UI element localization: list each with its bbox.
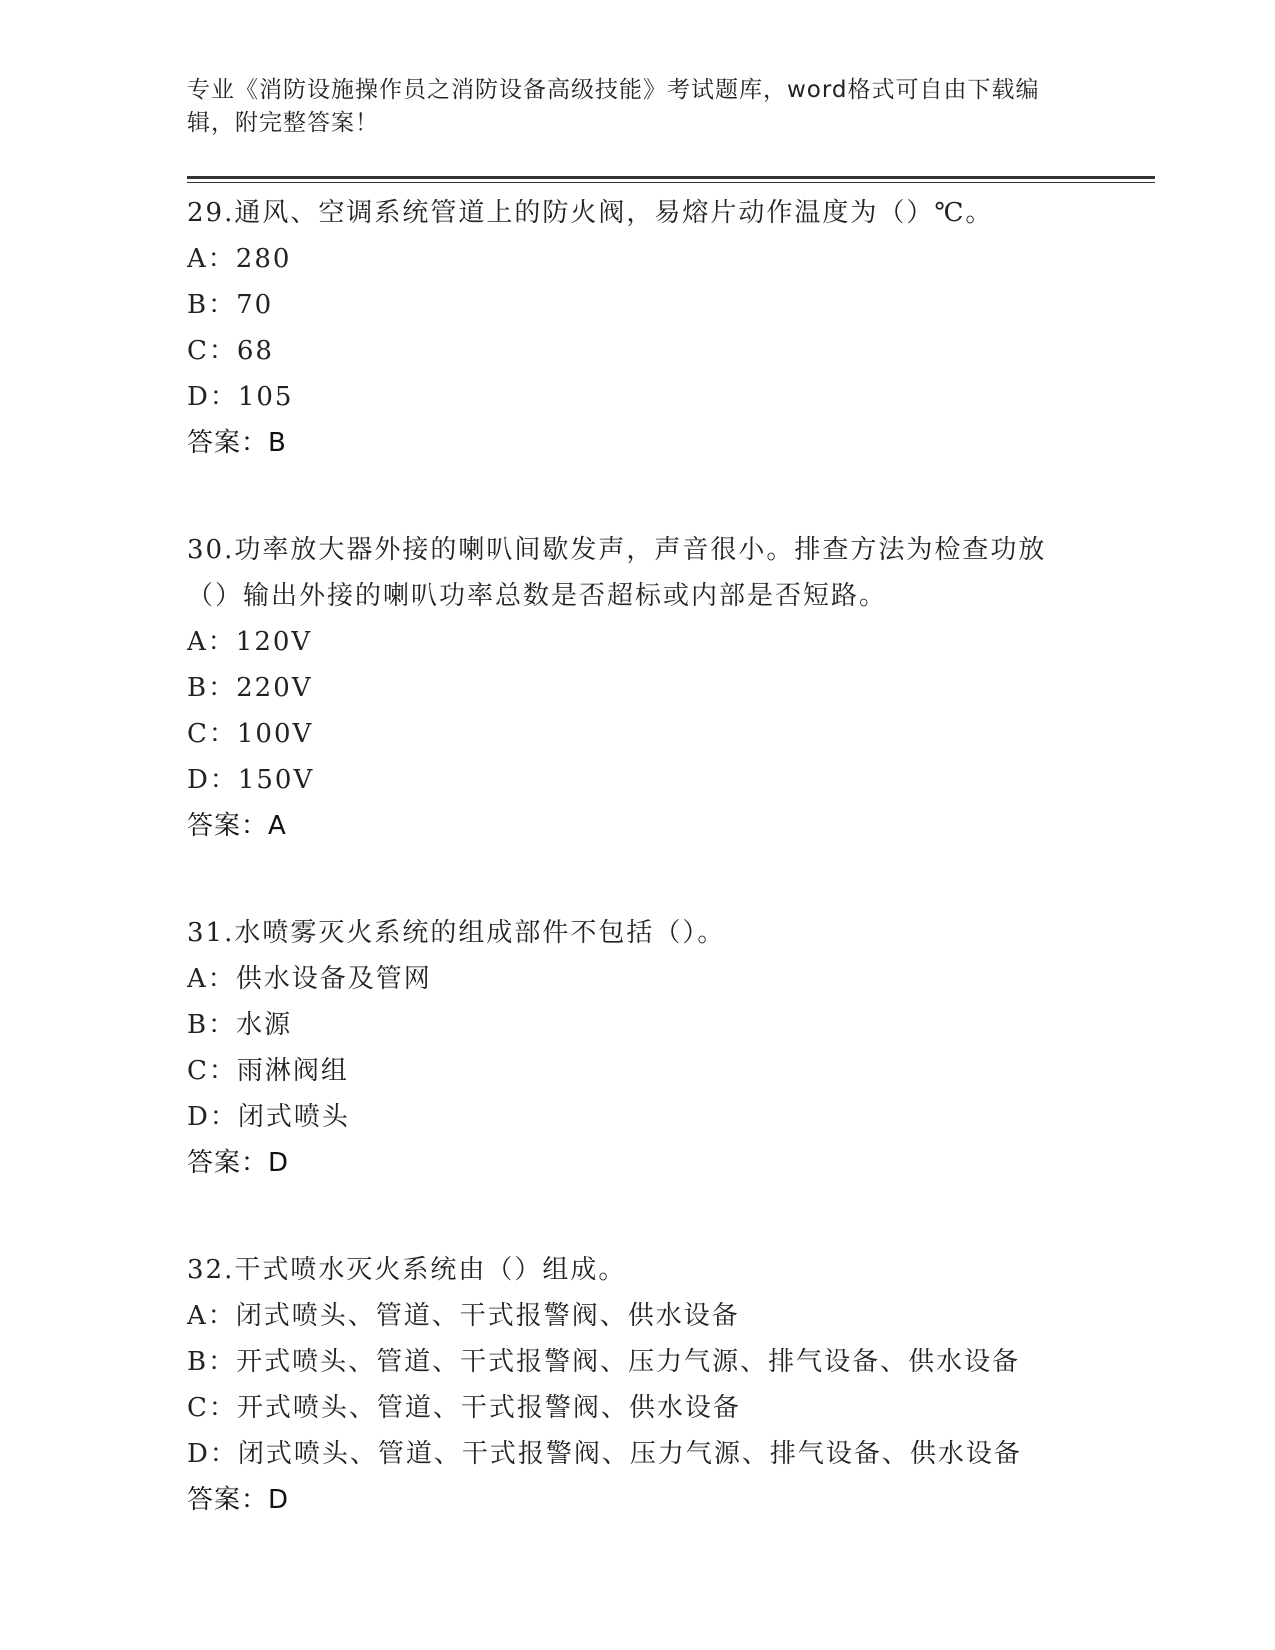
option-d: D：闭式喷头、管道、干式报警阀、压力气源、排气设备、供水设备 [187,1439,1022,1469]
option-a: A：120V [187,627,313,657]
header-line-1: 专业《消防设施操作员之消防设备高级技能》考试题库，word格式可自由下载编 [187,77,1040,103]
answer-label: 答案： [187,1485,269,1515]
answer-value: A [268,811,287,841]
question-stem: 29.通风、空调系统管道上的防火阀，易熔片动作温度为（）℃。 [187,198,994,228]
option-c: C：雨淋阀组 [187,1056,349,1086]
question-block [187,1247,1087,1523]
document-header [187,74,1077,140]
option-d: D：150V [187,765,315,795]
question-stem: 30.功率放大器外接的喇叭间歇发声，声音很小。排查方法为检查功放（）输出外接的喇叭功率总数是否超标或内部是否短路。 [187,535,1047,611]
answer-label: 答案： [187,428,269,458]
answer-line [187,1477,1087,1523]
question-stem: 31.水喷雾灭火系统的组成部件不包括（）。 [187,918,726,948]
option-b: B：开式喷头、管道、干式报警阀、压力气源、排气设备、供水设备 [187,1347,1021,1377]
question-block [187,910,1087,1186]
answer-label: 答案： [187,1148,269,1178]
option-d: D：闭式喷头 [187,1102,350,1132]
answer-line [187,1140,1087,1186]
answer-value: D [268,1485,290,1515]
answer-line [187,803,1087,849]
option-b: B：70 [187,290,274,320]
answer-value: D [268,1148,290,1178]
option-c: C：开式喷头、管道、干式报警阀、供水设备 [187,1393,741,1423]
option-a: A：280 [187,244,292,274]
question-block [187,190,1087,466]
header-divider-thick [187,176,1155,179]
question-stem: 32.干式喷水灭火系统由（）组成。 [187,1255,627,1285]
option-a: A：供水设备及管网 [187,964,432,994]
option-c: C：68 [187,336,274,366]
option-b: B：水源 [187,1010,293,1040]
header-line-2: 辑，附完整答案！ [187,110,379,136]
answer-value: B [268,428,287,458]
option-d: D：105 [187,382,294,412]
question-list [187,190,1087,1584]
option-c: C：100V [187,719,314,749]
answer-label: 答案： [187,811,269,841]
answer-line [187,420,1087,466]
option-b: B：220V [187,673,313,703]
header-divider-thin [187,182,1155,183]
question-block [187,527,1087,849]
option-a: A：闭式喷头、管道、干式报警阀、供水设备 [187,1301,740,1331]
